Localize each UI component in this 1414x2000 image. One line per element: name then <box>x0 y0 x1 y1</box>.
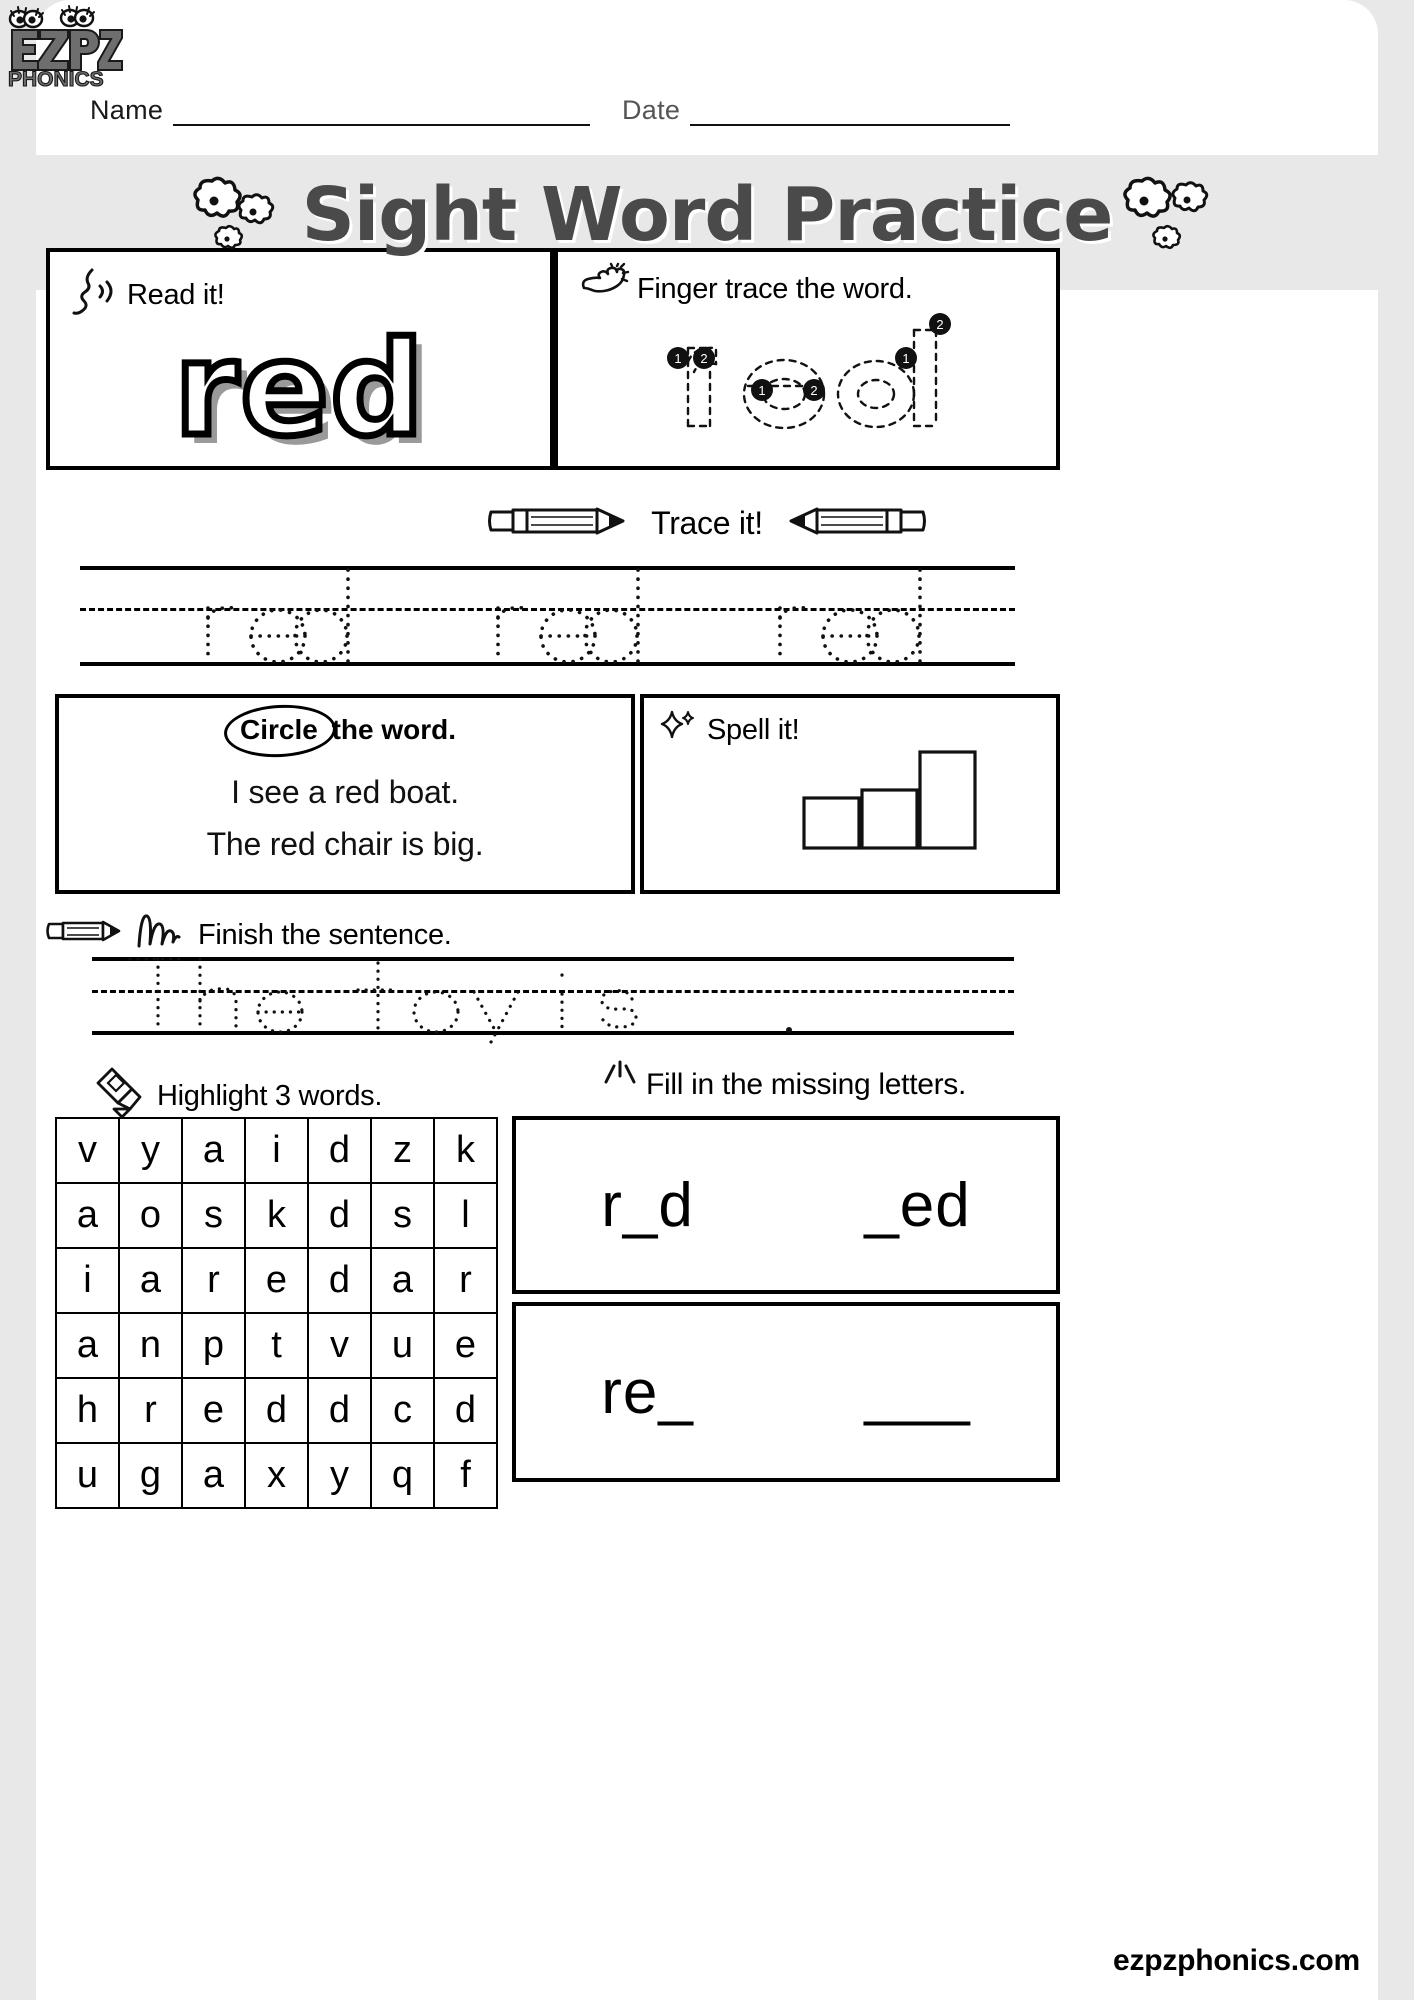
circle-the-word-header <box>59 714 631 746</box>
highlight-words-label: Highlight 3 words. <box>157 1079 383 1112</box>
word-search-cell[interactable]: y <box>308 1443 371 1508</box>
word-search-cell[interactable]: h <box>56 1378 119 1443</box>
page-title-row <box>0 172 1414 258</box>
missing-letter-item[interactable]: r_d <box>601 1170 694 1240</box>
word-search-cell[interactable]: a <box>56 1183 119 1248</box>
word-search-cell[interactable]: l <box>434 1183 497 1248</box>
word-search-cell[interactable]: d <box>245 1378 308 1443</box>
spell-it-box <box>640 694 1060 894</box>
trace-it-dotted-words <box>80 566 1015 666</box>
word-search-cell[interactable]: v <box>56 1118 119 1183</box>
word-search-row <box>56 1248 497 1313</box>
ellipse-icon <box>223 702 337 760</box>
word-search-cell[interactable]: s <box>371 1183 434 1248</box>
footer-website: ezpzphonics.com <box>1112 1944 1360 1977</box>
word-search-cell[interactable]: d <box>308 1378 371 1443</box>
word-search-row <box>56 1313 497 1378</box>
word-search-cell[interactable]: u <box>56 1443 119 1508</box>
finger-trace-label: Finger trace the word. <box>637 272 913 305</box>
name-field-row <box>90 95 590 126</box>
word-search-row <box>56 1378 497 1443</box>
highlighter-icon <box>90 1063 148 1129</box>
word-search-cell[interactable]: r <box>182 1248 245 1313</box>
missing-letters-box-1[interactable] <box>512 1116 1060 1294</box>
word-search-cell[interactable]: n <box>119 1313 182 1378</box>
word-search-cell[interactable]: u <box>371 1313 434 1378</box>
missing-letter-item[interactable]: _ed <box>864 1170 971 1240</box>
spell-letter-box[interactable] <box>862 790 917 848</box>
spell-it-header <box>660 710 799 750</box>
stroke-number: 2 <box>936 317 944 332</box>
word-search-cell[interactable]: d <box>308 1183 371 1248</box>
word-search-cell[interactable]: k <box>434 1118 497 1183</box>
finish-sentence-label: Finish the sentence. <box>198 918 452 951</box>
word-search-cell[interactable]: y <box>119 1118 182 1183</box>
word-search-cell[interactable]: q <box>371 1443 434 1508</box>
ezpz-phonics-logo <box>4 2 124 90</box>
stroke-number: 1 <box>902 351 910 366</box>
word-search-cell[interactable]: i <box>56 1248 119 1313</box>
flower-icon-left <box>190 175 286 255</box>
missing-letter-item[interactable]: re_ <box>601 1357 694 1427</box>
trace-it-header <box>0 500 1414 546</box>
name-label: Name <box>90 95 164 125</box>
word-search-cell[interactable]: c <box>371 1378 434 1443</box>
word-search-cell[interactable]: a <box>56 1313 119 1378</box>
finger-trace-letters <box>558 310 1056 460</box>
stroke-number: 1 <box>674 351 682 366</box>
circle-sentence-2[interactable]: The red chair is big. <box>206 826 484 862</box>
pencil-icon <box>777 500 927 546</box>
word-search-grid[interactable] <box>55 1117 498 1509</box>
pencil-icon <box>487 500 637 546</box>
sparkle-burst-icon <box>600 1060 640 1094</box>
missing-letters-row-1 <box>516 1120 1056 1290</box>
circle-the-word-box <box>55 694 635 894</box>
missing-letters-box-2[interactable] <box>512 1302 1060 1482</box>
pointing-hand-icon <box>576 264 628 314</box>
flower-icon-right <box>1128 175 1224 255</box>
word-search-cell[interactable]: z <box>371 1118 434 1183</box>
word-search-cell[interactable]: k <box>245 1183 308 1248</box>
spell-it-label: Spell it! <box>707 713 800 746</box>
pencil-icon <box>46 914 126 956</box>
word-search-cell[interactable]: e <box>245 1248 308 1313</box>
word-search-row <box>56 1183 497 1248</box>
circle-heading-rest: the word. <box>331 714 457 745</box>
word-search-cell[interactable]: p <box>182 1313 245 1378</box>
missing-letter-item[interactable]: ___ <box>864 1357 971 1427</box>
word-search-cell[interactable]: r <box>119 1378 182 1443</box>
word-search-row <box>56 1443 497 1508</box>
circled-word-wrapper <box>234 714 324 746</box>
scribble-icon <box>135 912 189 958</box>
date-input-line[interactable] <box>690 124 1010 126</box>
word-search-cell[interactable]: d <box>308 1118 371 1183</box>
word-search-cell[interactable]: t <box>245 1313 308 1378</box>
stroke-number: 2 <box>700 351 708 366</box>
sparkle-icon <box>660 710 698 750</box>
spell-letter-box[interactable] <box>920 752 975 848</box>
logo-phonics-text: PHONICS <box>8 68 104 91</box>
word-search-cell[interactable]: a <box>119 1248 182 1313</box>
word-search-cell[interactable]: r <box>434 1248 497 1313</box>
spell-letter-boxes[interactable] <box>644 750 1056 860</box>
word-search-cell[interactable]: e <box>434 1313 497 1378</box>
word-search-cell[interactable]: x <box>245 1443 308 1508</box>
word-search-cell[interactable]: d <box>308 1248 371 1313</box>
date-label: Date <box>622 95 681 125</box>
finish-sentence-dotted-prompt <box>92 957 1014 1035</box>
stroke-number: 1 <box>758 383 766 398</box>
circle-word: Circle <box>239 714 318 745</box>
finish-sentence-header <box>46 912 452 958</box>
trace-it-label: Trace it! <box>651 504 763 541</box>
name-input-line[interactable] <box>173 124 590 126</box>
word-search-cell[interactable]: i <box>245 1118 308 1183</box>
spell-letter-box[interactable] <box>804 798 859 848</box>
word-search-cell[interactable]: a <box>182 1443 245 1508</box>
speaking-mouth-icon <box>72 266 118 324</box>
finish-sentence-writing-band[interactable] <box>92 957 1014 1035</box>
word-search-body <box>56 1118 497 1508</box>
date-field-row <box>622 95 1010 126</box>
word-search-cell[interactable]: a <box>371 1248 434 1313</box>
finger-trace-box <box>554 248 1060 470</box>
word-search-cell[interactable]: e <box>182 1378 245 1443</box>
fill-missing-header <box>600 1068 966 1102</box>
word-search-cell[interactable]: a <box>182 1118 245 1183</box>
read-it-word: red <box>174 313 426 465</box>
trace-it-writing-band[interactable] <box>80 566 1015 666</box>
word-search-cell[interactable]: f <box>434 1443 497 1508</box>
page-title: Sight Word Practice <box>301 172 1113 258</box>
fill-missing-label: Fill in the missing letters. <box>646 1068 967 1101</box>
word-search-cell[interactable]: o <box>119 1183 182 1248</box>
missing-letters-row-2 <box>516 1306 1056 1478</box>
word-search-cell[interactable]: s <box>182 1183 245 1248</box>
circle-sentence-1[interactable]: I see a red boat. <box>231 774 459 810</box>
word-search-cell[interactable]: v <box>308 1313 371 1378</box>
read-it-label: Read it! <box>127 278 225 311</box>
finger-trace-header <box>576 264 912 314</box>
word-search-cell[interactable]: d <box>434 1378 497 1443</box>
highlight-words-header <box>90 1063 382 1129</box>
stroke-number: 2 <box>810 383 818 398</box>
word-search-cell[interactable]: g <box>119 1443 182 1508</box>
read-it-box <box>46 248 554 470</box>
sentence-period <box>786 1027 792 1033</box>
